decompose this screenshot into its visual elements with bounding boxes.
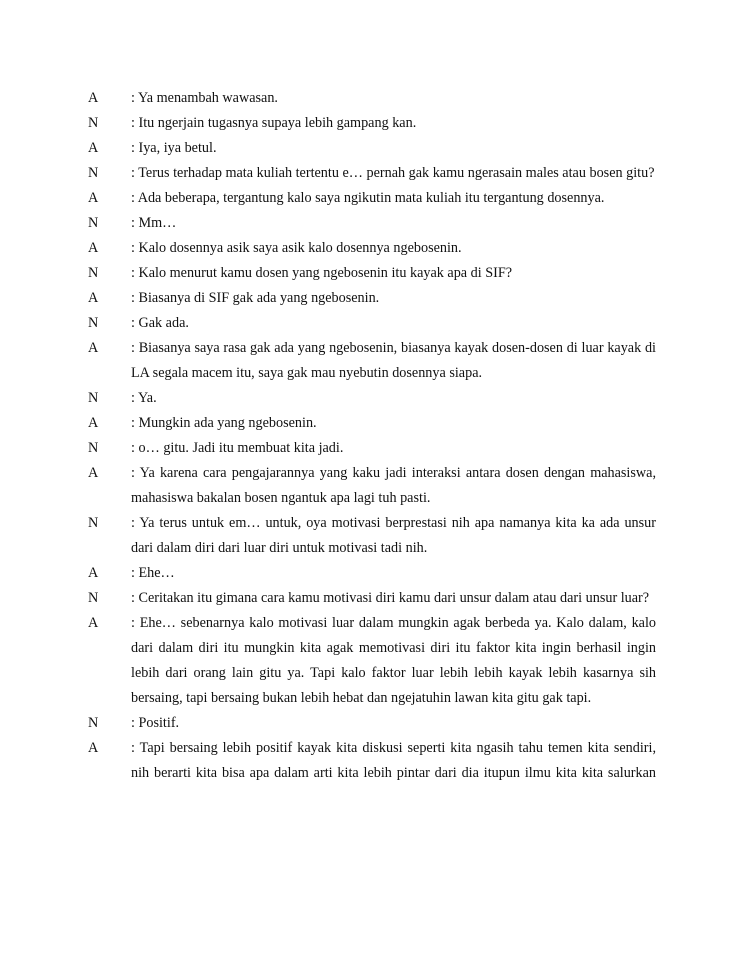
speaker-label: N xyxy=(88,390,99,406)
transcript-turn xyxy=(88,436,656,461)
transcript-turn xyxy=(88,261,656,286)
utterance-text: : Positif. xyxy=(131,715,180,731)
utterance-text: : Mm… xyxy=(131,215,177,231)
speaker-label: A xyxy=(88,140,99,156)
utterance-text: : Kalo dosennya asik saya asik kalo dosennya ngebosenin. xyxy=(131,240,462,256)
transcript-turn xyxy=(88,236,656,261)
transcript-turn xyxy=(88,386,656,411)
speaker-label: N xyxy=(88,215,99,231)
speaker-label: A xyxy=(88,740,99,756)
utterance-text: : Ya menambah wawasan. xyxy=(131,90,278,106)
utterance-text: : Kalo menurut kamu dosen yang ngebosenin itu kayak apa di SIF? xyxy=(131,265,513,281)
utterance-text: : Terus terhadap mata kuliah tertentu e… pernah gak kamu ngerasain males atau bosen gitu? xyxy=(131,165,655,181)
speaker-label: A xyxy=(88,565,99,581)
speaker-label: A xyxy=(88,190,99,206)
utterance-text: : Itu ngerjain tugasnya supaya lebih gampang kan. xyxy=(131,115,417,131)
transcript-turn xyxy=(88,136,656,161)
transcript-turn xyxy=(88,336,656,386)
speaker-label: N xyxy=(88,715,99,731)
speaker-label: N xyxy=(88,315,99,331)
utterance-text: : Biasanya di SIF gak ada yang ngebosenin. xyxy=(131,290,380,306)
utterance-text: : Ehe… xyxy=(131,565,175,581)
transcript-turn xyxy=(88,411,656,436)
utterance-text: : Ceritakan itu gimana cara kamu motivasi diri kamu dari unsur dalam atau dari unsur luar? xyxy=(131,590,650,606)
transcript-turn xyxy=(88,461,656,511)
transcript-turn xyxy=(88,311,656,336)
transcript-turn xyxy=(88,561,656,586)
utterance-text: : Ehe… sebenarnya kalo motivasi luar dalam mungkin agak berbeda ya. Kalo dalam, kalo dari dalam diri itu mungkin kita agak memotivasi diri itu faktor kita ingin berhasil ingin lebih dari orang lain gitu ya. Tapi kalo faktor luar lebih lebih kayak lebih kasarnya sih bersaing, tapi bersaing bukan lebih hebat dan ngejatuhin lawan kita gitu gak tapi. xyxy=(131,615,656,706)
transcript-turn xyxy=(88,736,656,786)
utterance-text: : Iya, iya betul. xyxy=(131,140,217,156)
transcript-turn xyxy=(88,586,656,611)
speaker-label: N xyxy=(88,515,99,531)
speaker-label: A xyxy=(88,465,99,481)
transcript-turn xyxy=(88,611,656,711)
transcript-turn xyxy=(88,161,656,186)
transcript-turn xyxy=(88,211,656,236)
speaker-label: A xyxy=(88,340,99,356)
speaker-label: N xyxy=(88,165,99,181)
utterance-text: : Gak ada. xyxy=(131,315,189,331)
utterance-text: : Ya. xyxy=(131,390,157,406)
utterance-text: : Ada beberapa, tergantung kalo saya ngikutin mata kuliah itu tergantung dosennya. xyxy=(131,190,605,206)
utterance-text: : Ya terus untuk em… untuk, oya motivasi berprestasi nih apa namanya kita ka ada unsur dari dalam diri dari luar diri untuk motivasi tadi nih. xyxy=(131,515,656,556)
speaker-label: N xyxy=(88,265,99,281)
speaker-label: N xyxy=(88,115,99,131)
interview-transcript xyxy=(88,86,656,786)
transcript-turn xyxy=(88,286,656,311)
speaker-label: N xyxy=(88,590,99,606)
transcript-turn xyxy=(88,186,656,211)
utterance-text: : Biasanya saya rasa gak ada yang ngebosenin, biasanya kayak dosen-dosen di luar kayak di LA segala macem itu, saya gak mau nyebutin dosennya siapa. xyxy=(131,340,656,381)
utterance-text: : Tapi bersaing lebih positif kayak kita diskusi seperti kita ngasih tahu temen kita sendiri, nih berarti kita bisa apa dalam arti kita lebih pintar dari dia itupun ilmu kita kita salurkan xyxy=(131,740,656,781)
transcript-turn xyxy=(88,86,656,111)
speaker-label: N xyxy=(88,440,99,456)
transcript-turn xyxy=(88,511,656,561)
speaker-label: A xyxy=(88,415,99,431)
speaker-label: A xyxy=(88,90,99,106)
speaker-label: A xyxy=(88,240,99,256)
speaker-label: A xyxy=(88,290,99,306)
speaker-label: A xyxy=(88,615,99,631)
transcript-turn xyxy=(88,711,656,736)
utterance-text: : o… gitu. Jadi itu membuat kita jadi. xyxy=(131,440,344,456)
utterance-text: : Mungkin ada yang ngebosenin. xyxy=(131,415,317,431)
transcript-turn xyxy=(88,111,656,136)
utterance-text: : Ya karena cara pengajarannya yang kaku jadi interaksi antara dosen dengan mahasiswa, mahasiswa bakalan bosen ngantuk apa lagi tuh pasti. xyxy=(131,465,656,506)
